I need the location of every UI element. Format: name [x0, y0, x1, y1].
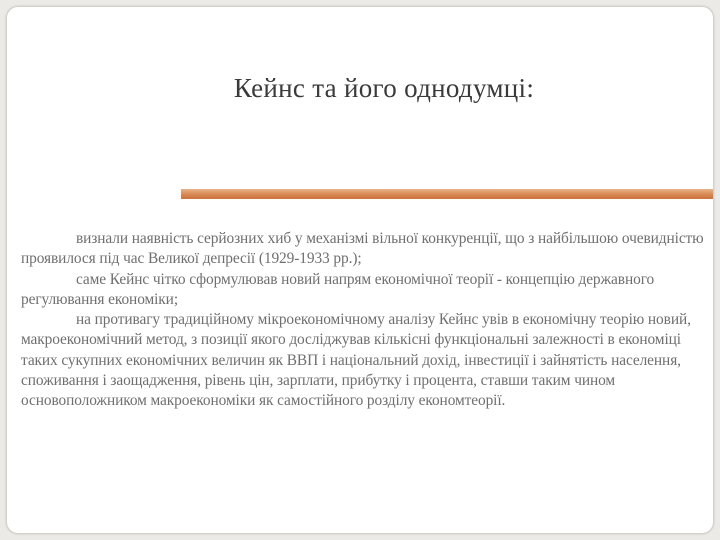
- bullet-item: саме Кейнс чітко сформулював новий напрям економічної теорії - концепцію державного регулювання економіки;: [21, 270, 655, 308]
- bullet-item: визнали наявність серйозних хиб у механізмі вільної конкуренції, що з найбільшою очевидністю проявилося під час Великої депресії (1929-1933 рр.);: [21, 230, 704, 268]
- slide: [6, 6, 714, 534]
- content-body: [21, 229, 711, 412]
- accent-bar: [181, 189, 714, 199]
- page-title: Кейнс та його однодумці:: [233, 73, 535, 103]
- bullet-item: на противагу традиційному мікроекономічному аналізу Кейнс увів в економічну теорію новий, макроекономічний метод, з позиції якого досліджував кількісні функціональні залежності в економіці таких сукупних економічних величин як ВВП і національний дохід, інвестиції і зайнятість населення, споживання і заощадження, рівень цін, зарплати, прибутку і процента, ставши таким чином основоположником макроекономіки як самостійного розділу економтеорії.: [21, 311, 691, 410]
- title-area: [7, 7, 713, 192]
